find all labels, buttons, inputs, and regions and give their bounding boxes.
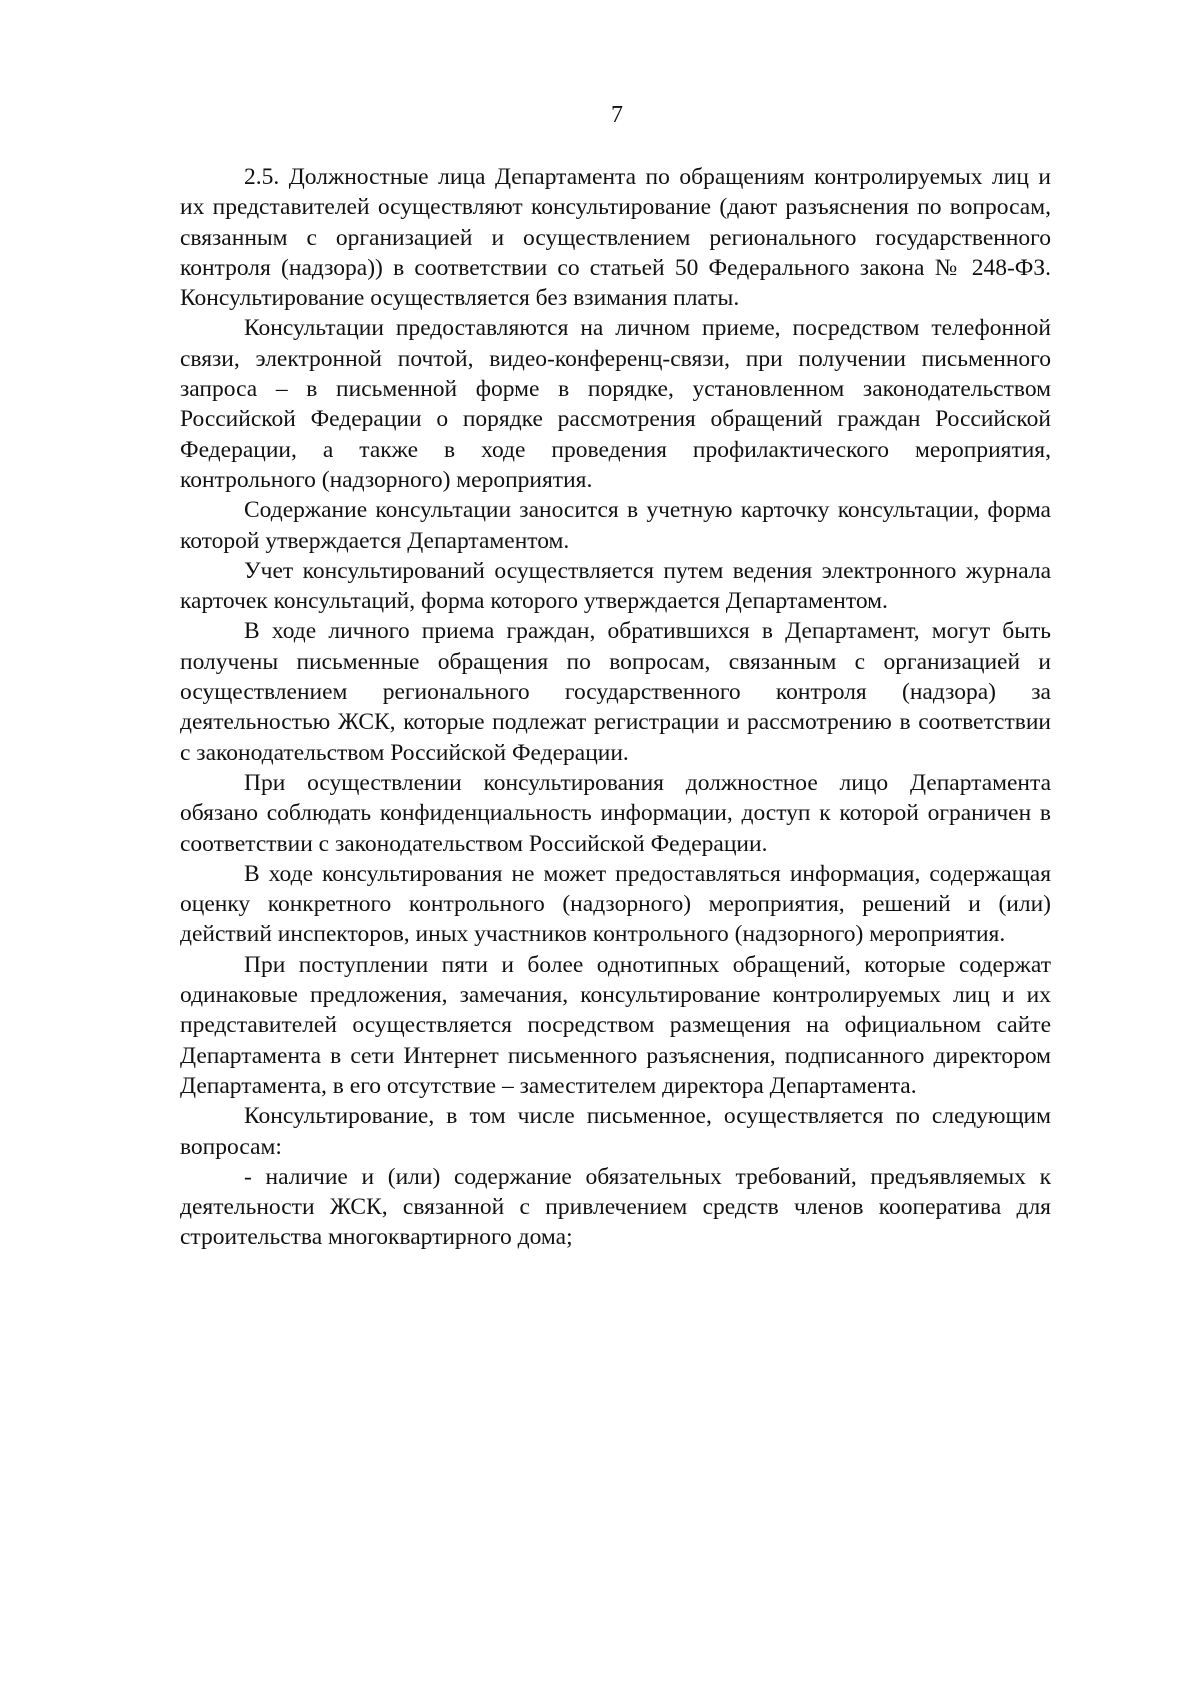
paragraph-consultation-journal: Учет консультирований осуществляется путем ведения электронного журнала карточек консультаций, форма которого утверждается Департаментом. bbox=[180, 557, 1051, 615]
paragraph-consultation-methods: Консультации предоставляются на личном приеме, посредством телефонной связи, электронной почтой, видео-конференц-связи, при получении письменного запроса – в письменной форме в порядке, установленном законодательством Российской Федерации о порядке рассмотрения обращений граждан Российской Федерации, а также в ходе проведения профилактического мероприятия, контрольного (надзорного) мероприятия. bbox=[180, 315, 1051, 493]
page-number: 7 bbox=[611, 102, 623, 128]
paragraph-2-5-consultation: 2.5. Должностные лица Департамента по обращениям контролируемых лиц и их представителей осуществляют консультирование (дают разъяснения по вопросам, связанным с организацией и осуществлением регионального государственного контроля (надзора)) в соответствии со статьей 50 Федерального закона № 248-ФЗ. Консультирование осуществляется без взимания платы. bbox=[180, 164, 1051, 312]
paragraph-consultation-topics: Консультирование, в том числе письменное, осуществляется по следующим вопросам: bbox=[180, 1103, 1051, 1160]
list-item-mandatory-requirements: - наличие и (или) содержание обязательных требований, предъявляемых к деятельности ЖСК, связанной с привлечением средств членов кооператива для строительства многоквартирного дома; bbox=[180, 1163, 1051, 1251]
paragraph-personal-reception: В ходе личного приема граждан, обратившихся в Департамент, могут быть получены письменные обращения по вопросам, связанным с организацией и осуществлением регионального государственного контроля (надзора) за деятельностью ЖСК, которые подлежат регистрации и рассмотрению в соответствии с законодательством Российской Федерации. bbox=[180, 618, 1051, 766]
paragraph-restricted-information: В ходе консультирования не может предоставляться информация, содержащая оценку конкретного контрольного (надзорного) мероприятия, решений и (или) действий инспекторов, иных участников контрольного (надзорного) мероприятия. bbox=[180, 860, 1051, 948]
document-body bbox=[180, 162, 1051, 1253]
paragraph-consultation-card: Содержание консультации заносится в учетную карточку консультации, форма которой утверждается Департаментом. bbox=[180, 497, 1051, 554]
paragraph-confidentiality: При осуществлении консультирования должностное лицо Департамента обязано соблюдать конфиденциальность информации, доступ к которой ограничен в соответствии с законодательством Российской Федерации. bbox=[180, 769, 1051, 857]
paragraph-similar-requests: При поступлении пяти и более однотипных обращений, которые содержат одинаковые предложения, замечания, консультирование контролируемых лиц и их представителей осуществляется посредством размещения на официальном сайте Департамента в сети Интернет письменного разъяснения, подписанного директором Департамента, в его отсутствие – заместителем директора Департамента. bbox=[180, 951, 1051, 1099]
